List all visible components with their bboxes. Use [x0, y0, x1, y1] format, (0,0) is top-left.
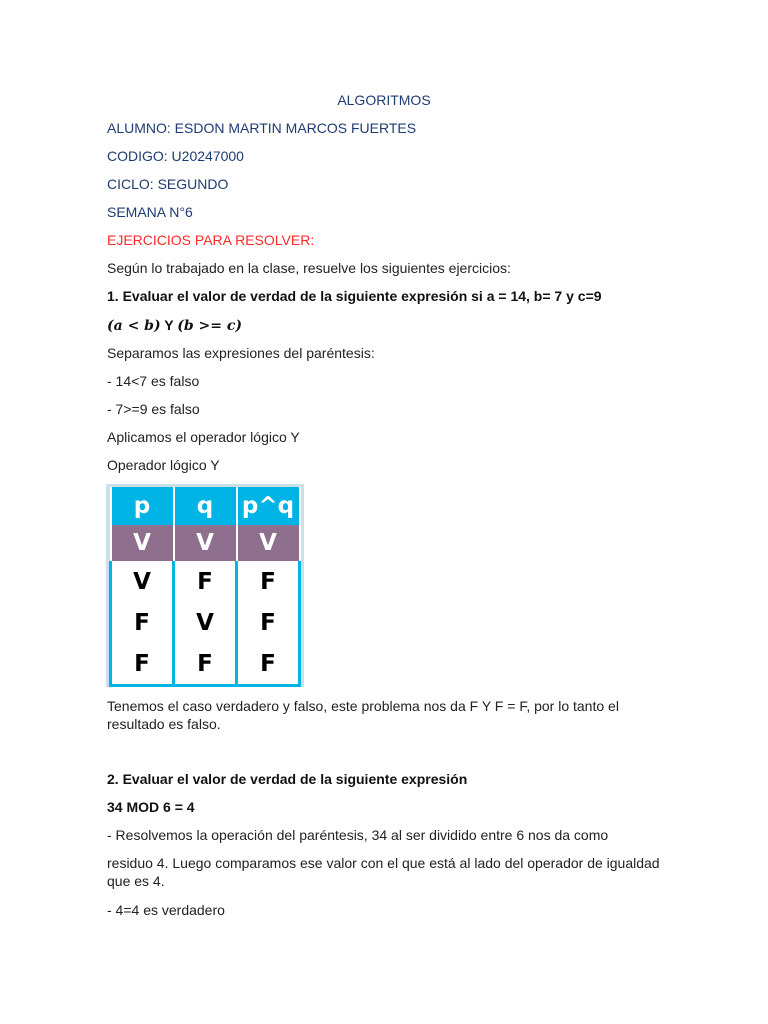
- table-row: [111, 602, 300, 643]
- truth-table: [109, 487, 301, 687]
- table-cell: F: [237, 561, 300, 602]
- table-cell: V: [174, 525, 237, 561]
- exercise-2-step: - Resolvemos la operación del paréntesis, 34 al ser dividido entre 6 nos da como: [107, 827, 609, 843]
- exercise-1-expression: [107, 316, 242, 335]
- table-row: [111, 561, 300, 602]
- table-row: [111, 643, 300, 686]
- exercise-1-step: - 7>=9 es falso: [107, 401, 200, 417]
- table-cell: V: [174, 602, 237, 643]
- table-cell: F: [111, 643, 174, 686]
- table-header-cell: q: [174, 487, 237, 525]
- intro-text: Según lo trabajado en la clase, resuelve los siguientes ejercicios:: [107, 260, 511, 276]
- table-cell: F: [111, 602, 174, 643]
- exercise-2-step: - 4=4 es verdadero: [107, 902, 225, 918]
- exercise-1-step: Aplicamos el operador lógico Y: [107, 429, 300, 445]
- table-header-row: [111, 487, 300, 525]
- table-header-cell: p: [111, 487, 174, 525]
- student-name: ALUMNO: ESDON MARTIN MARCOS FUERTES: [107, 120, 417, 136]
- truth-table-image: [106, 484, 304, 687]
- expr-operator: Y: [160, 317, 178, 333]
- table-cell: F: [237, 602, 300, 643]
- exercise-1-step: Separamos las expresiones del paréntesis:: [107, 345, 375, 361]
- exercises-heading: EJERCICIOS PARA RESOLVER:: [107, 232, 315, 248]
- table-cell: V: [111, 561, 174, 602]
- expr-left: (a < b): [107, 318, 161, 334]
- exercise-2-statement: 2. Evaluar el valor de verdad de la siguiente expresión: [107, 771, 468, 787]
- table-cell: F: [237, 643, 300, 686]
- student-code: CODIGO: U20247000: [107, 148, 244, 164]
- table-cell: F: [174, 643, 237, 686]
- exercise-1-step: - 14<7 es falso: [107, 373, 200, 389]
- exercise-1-statement: 1. Evaluar el valor de verdad de la siguiente expresión si a = 14, b= 7 y c=9: [107, 288, 602, 304]
- week: SEMANA N°6: [107, 204, 193, 220]
- exercise-2-expression: 34 MOD 6 = 4: [107, 799, 195, 815]
- table-cell: V: [111, 525, 174, 561]
- table-row: [111, 525, 300, 561]
- cycle: CICLO: SEGUNDO: [107, 176, 229, 192]
- exercise-1-step: Operador lógico Y: [107, 457, 220, 473]
- exercise-1-conclusion: Tenemos el caso verdadero y falso, este problema nos da F Y F = F, por lo tanto el resultado es falso.: [107, 698, 619, 732]
- table-header-cell: p^q: [237, 487, 300, 525]
- expr-right: (b >= c): [177, 318, 242, 334]
- table-cell: F: [174, 561, 237, 602]
- document-title: ALGORITMOS: [337, 92, 431, 108]
- exercise-2-step: residuo 4. Luego comparamos ese valor con el que está al lado del operador de igualdad que es 4.: [107, 855, 660, 889]
- table-cell: V: [237, 525, 300, 561]
